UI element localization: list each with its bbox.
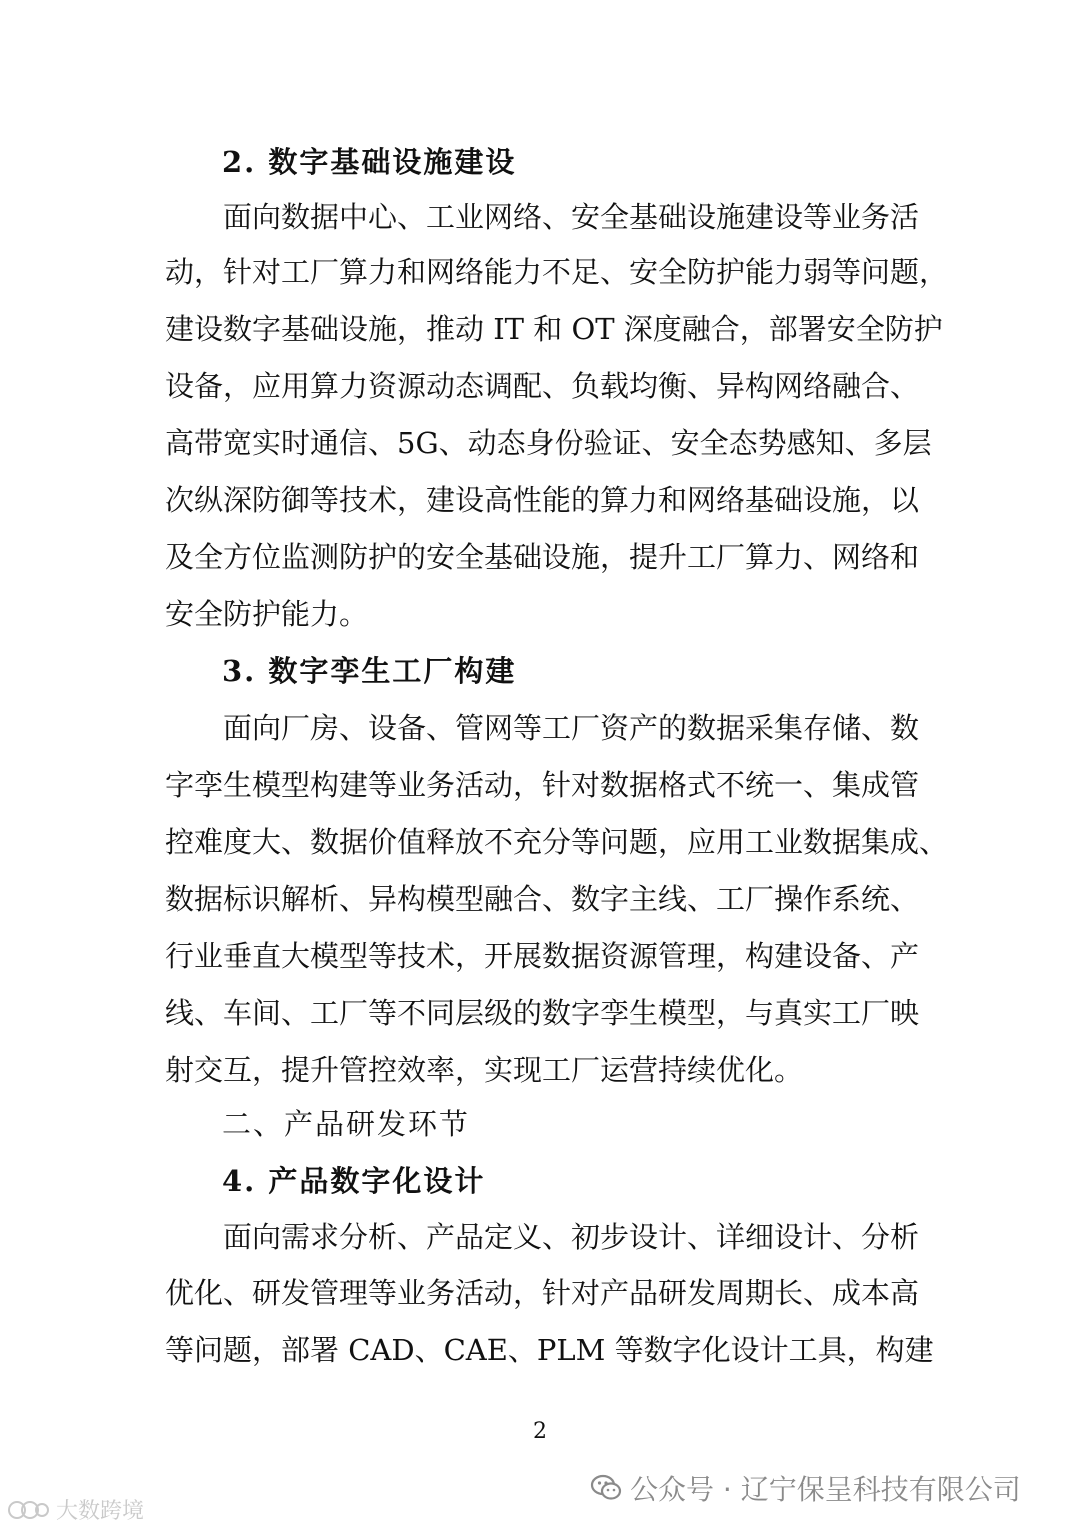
paragraph-line: 线、车间、工厂等不同层级的数字孪生模型，与真实工厂映 xyxy=(165,996,920,1030)
paragraph-line: 等问题，部署 CAD、CAE、PLM 等数字化设计工具，构建 xyxy=(165,1333,934,1367)
watermark-text: 公众号 · 辽宁保呈科技有限公司 xyxy=(630,1473,1021,1506)
paragraph-line: 行业垂直大模型等技术，开展数据资源管理，构建设备、产 xyxy=(165,939,920,973)
chapter-heading: 二、产品研发环节 xyxy=(222,1107,471,1141)
paragraph-line: 数据标识解析、异构模型融合、数字主线、工厂操作系统、 xyxy=(165,882,920,916)
paragraph-line: 面向数据中心、工业网络、安全基础设施建设等业务活 xyxy=(223,200,920,234)
paragraph-line: 及全方位监测防护的安全基础设施，提升工厂算力、网络和 xyxy=(165,540,920,574)
paragraph-line: 控难度大、数据价值释放不充分等问题，应用工业数据集成、 xyxy=(165,825,949,859)
page-number: 2 xyxy=(533,1419,547,1444)
logo-icon xyxy=(6,1499,50,1521)
corner-mark xyxy=(6,1494,144,1525)
section-heading-3: 3. 数字孪生工厂构建 xyxy=(222,654,517,688)
paragraph-line: 建设数字基础设施，推动 IT 和 OT 深度融合，部署安全防护 xyxy=(165,312,943,346)
wechat-icon xyxy=(590,1472,622,1504)
paragraph-line: 次纵深防御等技术，建设高性能的算力和网络基础设施，以 xyxy=(165,483,920,517)
section-heading-2: 2. 数字基础设施建设 xyxy=(222,145,517,179)
paragraph-line: 面向厂房、设备、管网等工厂资产的数据采集存储、数 xyxy=(223,711,920,745)
watermark xyxy=(590,1468,1021,1508)
paragraph-line: 高带宽实时通信、5G、动态身份验证、安全态势感知、多层 xyxy=(165,426,932,460)
corner-mark-text: 大数跨境 xyxy=(56,1499,145,1524)
paragraph-line: 设备，应用算力资源动态调配、负载均衡、异构网络融合、 xyxy=(165,369,920,403)
paragraph-line: 动，针对工厂算力和网络能力不足、安全防护能力弱等问题， xyxy=(165,255,949,289)
paragraph-line: 安全防护能力。 xyxy=(165,597,369,631)
paragraph-line: 优化、研发管理等业务活动，针对产品研发周期长、成本高 xyxy=(165,1276,920,1310)
paragraph-line: 字孪生模型构建等业务活动，针对数据格式不统一、集成管 xyxy=(165,768,920,802)
paragraph-line: 射交互，提升管控效率，实现工厂运营持续优化。 xyxy=(165,1053,804,1087)
paragraph-line: 面向需求分析、产品定义、初步设计、详细设计、分析 xyxy=(223,1220,920,1254)
section-heading-4: 4. 产品数字化设计 xyxy=(222,1164,486,1198)
